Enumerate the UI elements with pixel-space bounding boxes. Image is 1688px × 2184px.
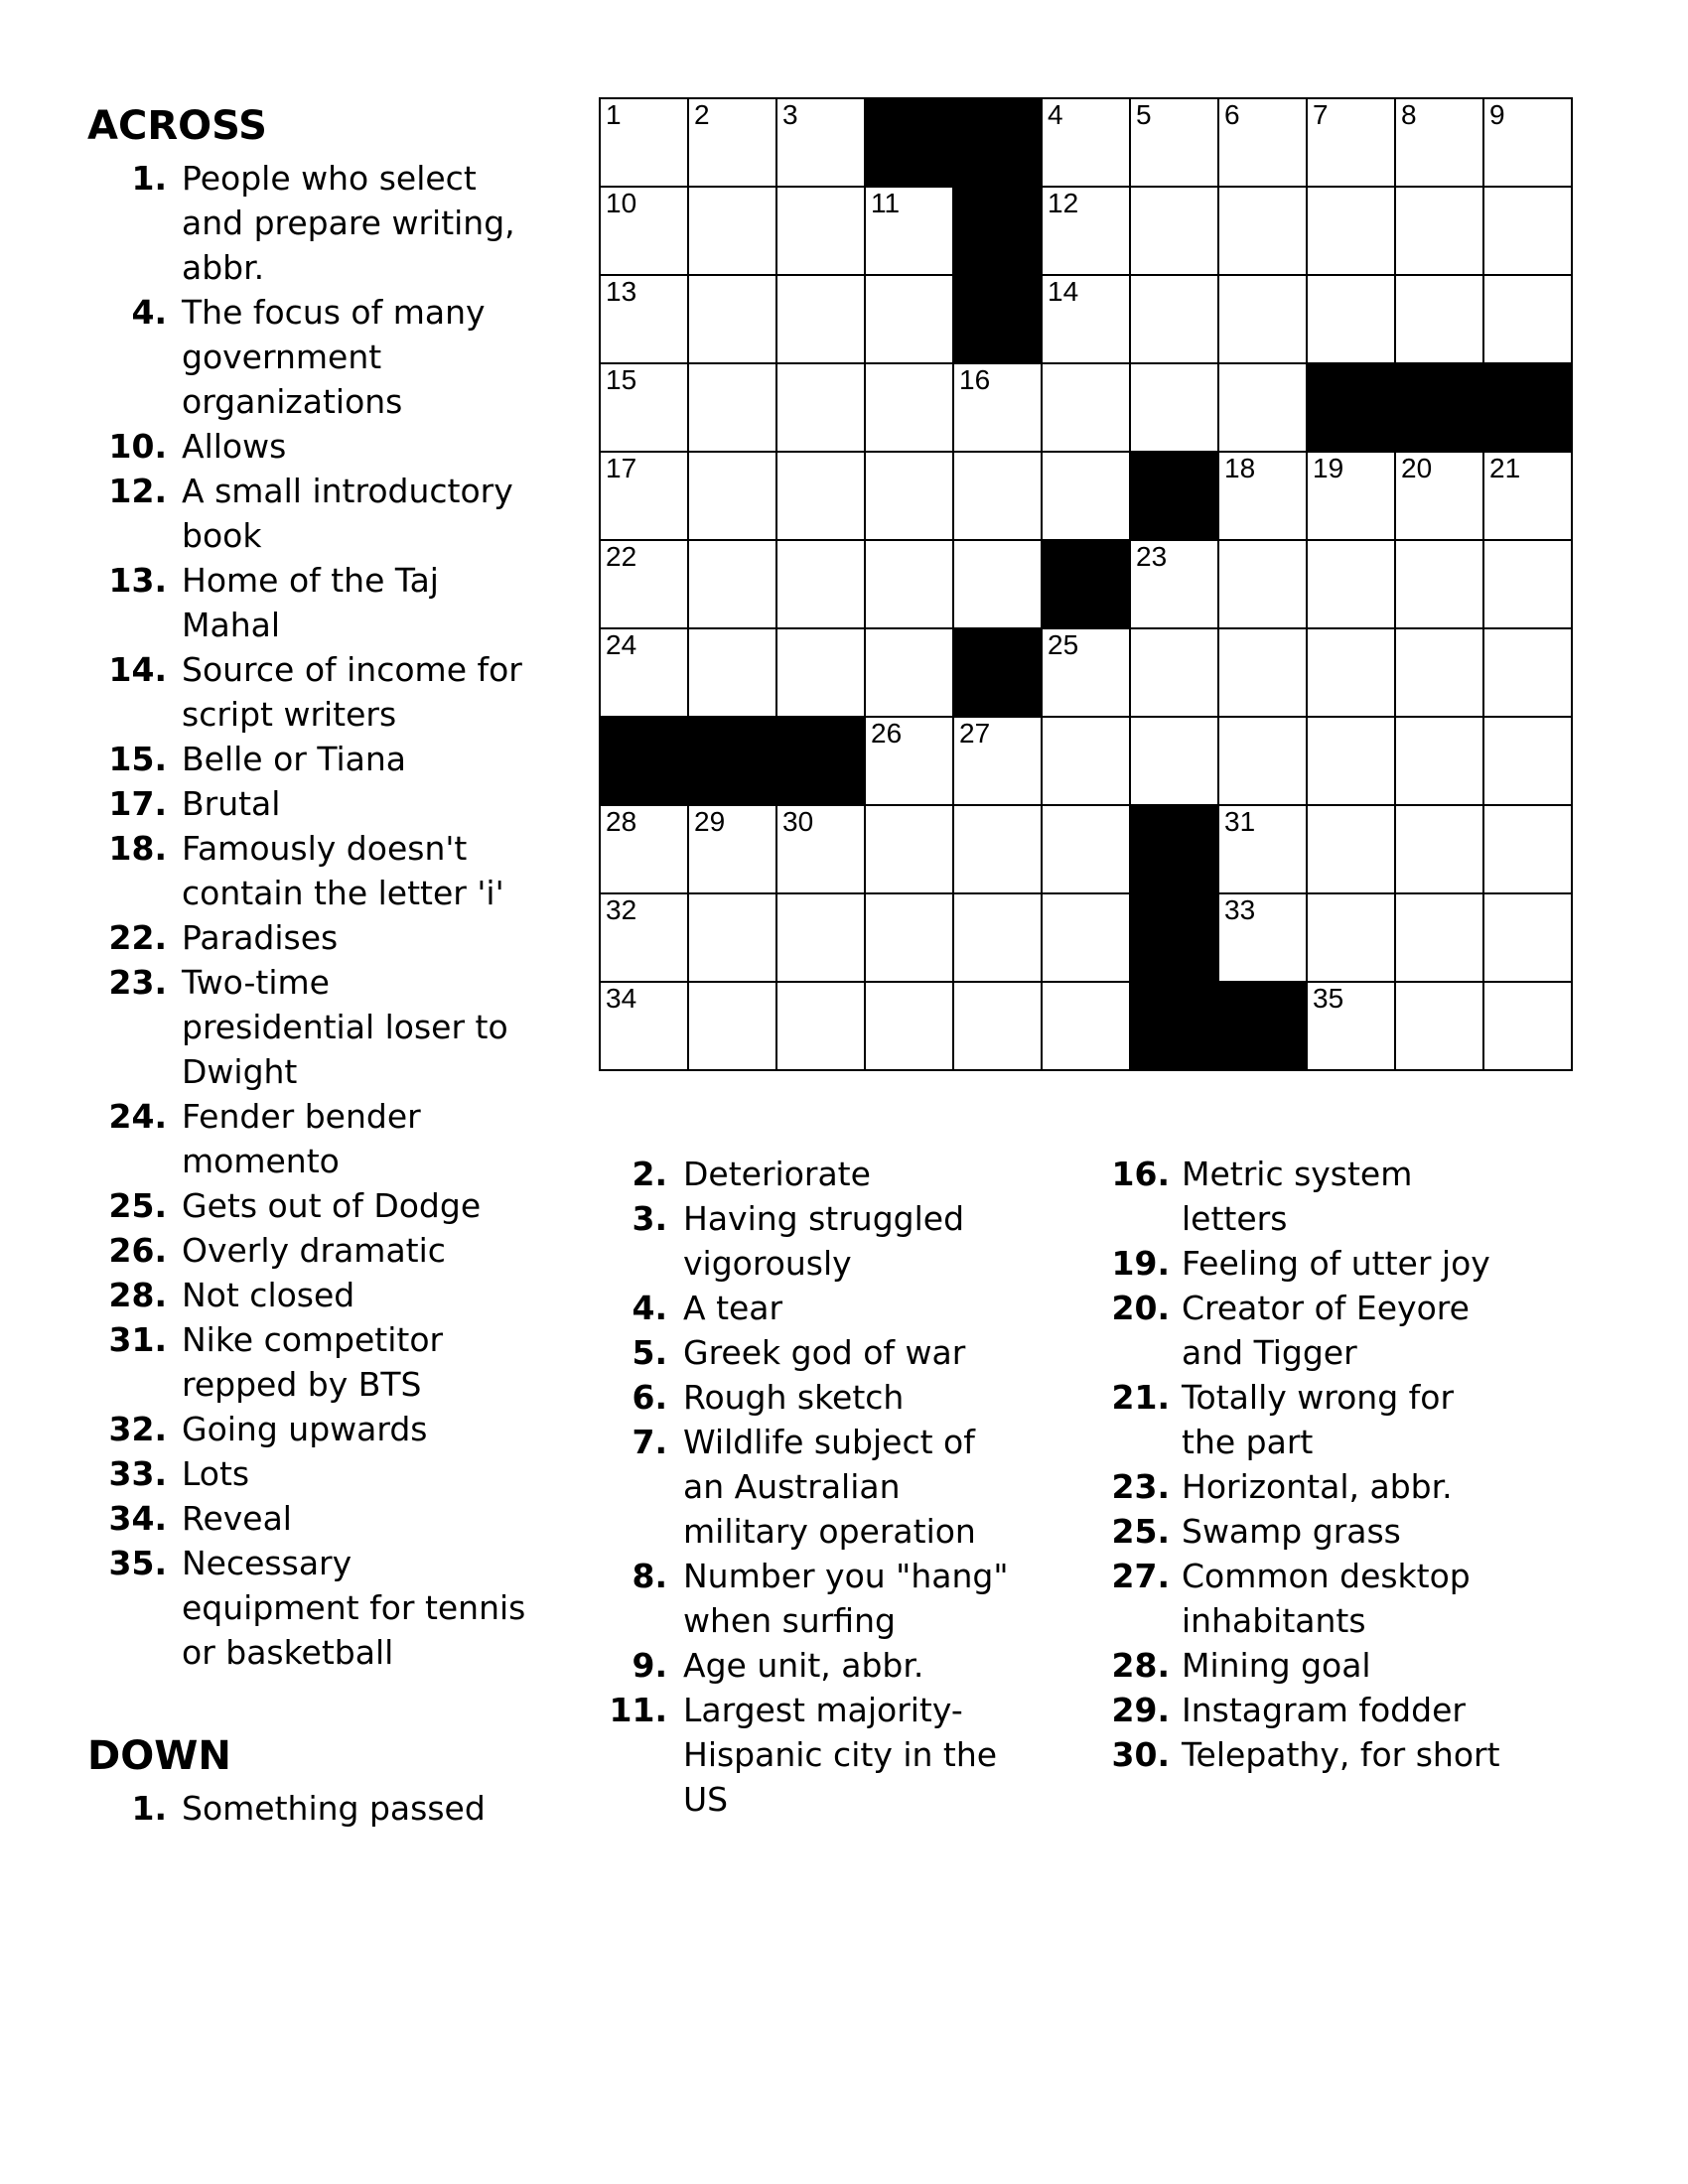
grid-cell[interactable]	[688, 98, 776, 187]
clue-text: Totally wrong for the part	[1182, 1378, 1455, 1461]
down-clue-list-left	[87, 1786, 534, 1831]
grid-cell[interactable]	[688, 540, 776, 628]
clue-text: Age unit, abbr.	[683, 1646, 924, 1685]
grid-cell[interactable]	[1307, 717, 1395, 805]
cell-number: 5	[1136, 99, 1152, 130]
grid-cell[interactable]	[776, 98, 865, 187]
grid-cell[interactable]	[1483, 717, 1572, 805]
cell-number: 18	[1224, 453, 1256, 483]
cell-number: 8	[1401, 99, 1417, 130]
clue-item	[596, 1375, 1023, 1420]
clue-text: Wildlife subject of an Australian military operation	[683, 1423, 976, 1551]
grid-cell-black	[953, 628, 1042, 717]
grid-cell[interactable]	[865, 187, 953, 275]
grid-cell[interactable]	[865, 452, 953, 540]
clue-text: Lots	[182, 1454, 250, 1493]
cell-number: 22	[606, 541, 637, 572]
grid-cell[interactable]	[865, 628, 953, 717]
grid-cell[interactable]	[1483, 187, 1572, 275]
cell-number: 29	[694, 806, 726, 837]
clue-number: 23.	[108, 963, 167, 1002]
grid-cell[interactable]	[1307, 982, 1395, 1070]
grid-cell[interactable]	[776, 363, 865, 452]
crossword-grid	[599, 97, 1573, 1071]
grid-cell[interactable]	[1130, 275, 1218, 363]
clue-text: Belle or Tiana	[182, 740, 406, 778]
grid-cell[interactable]	[1130, 98, 1218, 187]
clue-number: 23.	[1111, 1467, 1170, 1506]
clue-text: Instagram fodder	[1182, 1691, 1466, 1729]
clue-text: Something passed	[182, 1789, 486, 1828]
grid-cell[interactable]	[865, 540, 953, 628]
grid-cell[interactable]	[953, 363, 1042, 452]
grid-cell[interactable]	[1042, 893, 1130, 982]
clue-item	[596, 1420, 1023, 1554]
clue-text: Brutal	[182, 784, 281, 823]
clue-item	[87, 469, 534, 558]
grid-cell-black	[953, 275, 1042, 363]
grid-cell-black	[1130, 982, 1218, 1070]
grid-cell[interactable]	[600, 275, 688, 363]
grid-cell-black	[1307, 363, 1395, 452]
grid-cell-black	[953, 187, 1042, 275]
clue-text: Nike competitor repped by BTS	[182, 1320, 444, 1404]
clue-text: People who select and prepare writing, abbr.	[182, 159, 515, 287]
cell-number: 13	[606, 276, 637, 307]
clue-text: Allows	[182, 427, 287, 466]
clue-item	[87, 781, 534, 826]
clue-number: 32.	[108, 1410, 167, 1448]
clue-item	[87, 1786, 534, 1831]
clue-number: 34.	[108, 1499, 167, 1538]
grid-cell[interactable]	[600, 540, 688, 628]
grid-cell[interactable]	[1218, 452, 1307, 540]
clue-number: 11.	[609, 1691, 667, 1729]
down-clue-list-middle	[596, 1152, 1023, 1822]
grid-cell[interactable]	[1042, 628, 1130, 717]
clue-number: 21.	[1111, 1378, 1170, 1417]
clue-number: 2.	[632, 1155, 667, 1193]
clue-text: Overly dramatic	[182, 1231, 446, 1270]
clue-text: Swamp grass	[1182, 1512, 1401, 1551]
cell-number: 21	[1489, 453, 1521, 483]
grid-cell[interactable]	[776, 982, 865, 1070]
clue-text: A small introductory book	[182, 472, 513, 555]
grid-cell[interactable]	[1130, 717, 1218, 805]
grid-cell[interactable]	[1307, 98, 1395, 187]
grid-cell[interactable]	[1042, 805, 1130, 893]
cell-number: 20	[1401, 453, 1433, 483]
cell-number: 28	[606, 806, 637, 837]
clue-item	[87, 1094, 534, 1183]
grid-cell[interactable]	[1483, 275, 1572, 363]
grid-cell[interactable]	[865, 717, 953, 805]
grid-cell[interactable]	[600, 893, 688, 982]
grid-cell[interactable]	[688, 452, 776, 540]
clue-text: Reveal	[182, 1499, 292, 1538]
grid-cell[interactable]	[1218, 893, 1307, 982]
clue-number: 3.	[632, 1199, 667, 1238]
clue-item	[87, 1228, 534, 1273]
grid-cell[interactable]	[1395, 893, 1483, 982]
cell-number: 11	[871, 188, 901, 218]
clue-item	[596, 1643, 1023, 1688]
clue-text: Famously doesn't contain the letter 'i'	[182, 829, 504, 912]
grid-cell-black	[1130, 805, 1218, 893]
clue-text: Rough sketch	[683, 1378, 905, 1417]
clue-text: Going upwards	[182, 1410, 428, 1448]
clue-number: 10.	[108, 427, 167, 466]
clue-item	[87, 960, 534, 1094]
grid-cell[interactable]	[1483, 805, 1572, 893]
clue-item	[87, 1496, 534, 1541]
clue-text: Creator of Eeyore and Tigger	[1182, 1289, 1470, 1372]
grid-cell[interactable]	[865, 805, 953, 893]
grid-cell[interactable]	[1218, 805, 1307, 893]
clue-item	[596, 1554, 1023, 1643]
clue-number: 16.	[1111, 1155, 1170, 1193]
clue-text: Telepathy, for short	[1182, 1735, 1500, 1774]
grid-cell[interactable]	[1042, 982, 1130, 1070]
grid-cell[interactable]	[1218, 275, 1307, 363]
grid-cell[interactable]	[953, 805, 1042, 893]
grid-cell[interactable]	[1395, 187, 1483, 275]
grid-cell[interactable]	[953, 540, 1042, 628]
grid-cell[interactable]	[1042, 275, 1130, 363]
clue-item	[87, 1183, 534, 1228]
clue-text: Two-time presidential loser to Dwight	[182, 963, 508, 1091]
clue-number: 28.	[108, 1276, 167, 1314]
cell-number: 35	[1313, 983, 1344, 1014]
clue-text: Gets out of Dodge	[182, 1186, 482, 1225]
grid-cell[interactable]	[688, 628, 776, 717]
across-heading: ACROSS	[87, 103, 267, 149]
clue-number: 33.	[108, 1454, 167, 1493]
clue-item	[87, 290, 534, 424]
grid-cell[interactable]	[865, 893, 953, 982]
grid-cell[interactable]	[1042, 717, 1130, 805]
grid-cell[interactable]	[953, 893, 1042, 982]
grid-cell[interactable]	[1307, 540, 1395, 628]
grid-cell[interactable]	[600, 98, 688, 187]
cell-number: 15	[606, 364, 637, 395]
grid-cell[interactable]	[1042, 98, 1130, 187]
clue-text: A tear	[683, 1289, 783, 1327]
grid-cell[interactable]	[1218, 540, 1307, 628]
grid-cell[interactable]	[1395, 717, 1483, 805]
clue-number: 29.	[1111, 1691, 1170, 1729]
grid-cell[interactable]	[776, 893, 865, 982]
clue-number: 19.	[1111, 1244, 1170, 1283]
cell-number: 24	[606, 629, 637, 660]
cell-number: 7	[1313, 99, 1329, 130]
grid-cell[interactable]	[1218, 628, 1307, 717]
clue-text: Greek god of war	[683, 1333, 966, 1372]
clue-item	[87, 424, 534, 469]
clue-number: 8.	[632, 1557, 667, 1595]
grid-cell[interactable]	[1395, 540, 1483, 628]
across-section	[87, 102, 534, 1831]
clue-number: 18.	[108, 829, 167, 868]
clue-item	[1085, 1375, 1522, 1464]
grid-cell[interactable]	[865, 275, 953, 363]
grid-cell[interactable]	[1395, 982, 1483, 1070]
clue-number: 26.	[108, 1231, 167, 1270]
clue-item	[87, 558, 534, 647]
cell-number: 4	[1048, 99, 1063, 130]
grid-cell[interactable]	[1218, 187, 1307, 275]
grid-cell[interactable]	[600, 805, 688, 893]
clue-number: 7.	[632, 1423, 667, 1461]
clue-item	[596, 1196, 1023, 1286]
grid-cell[interactable]	[953, 982, 1042, 1070]
clue-text: Not closed	[182, 1276, 355, 1314]
grid-cell[interactable]	[776, 805, 865, 893]
cell-number: 6	[1224, 99, 1240, 130]
grid-cell[interactable]	[1395, 98, 1483, 187]
cell-number: 23	[1136, 541, 1168, 572]
clue-number: 4.	[131, 293, 167, 332]
cell-number: 26	[871, 718, 903, 749]
cell-number: 9	[1489, 99, 1505, 130]
grid-cell[interactable]	[1042, 452, 1130, 540]
clue-item	[1085, 1464, 1522, 1509]
cell-number: 2	[694, 99, 710, 130]
cell-number: 32	[606, 894, 637, 925]
clue-number: 4.	[632, 1289, 667, 1327]
grid-cell[interactable]	[1130, 540, 1218, 628]
cell-number: 16	[959, 364, 991, 395]
grid-cell-black	[1042, 540, 1130, 628]
clue-number: 1.	[131, 1789, 167, 1828]
grid-cell[interactable]	[1395, 452, 1483, 540]
grid-cell[interactable]	[1483, 98, 1572, 187]
grid-cell[interactable]	[1483, 628, 1572, 717]
grid-cell[interactable]	[600, 187, 688, 275]
clue-text: Largest majority-Hispanic city in the US	[683, 1691, 998, 1819]
clue-item	[1085, 1732, 1522, 1777]
grid-cell-black	[1483, 363, 1572, 452]
cell-number: 12	[1048, 188, 1079, 218]
clue-item	[1085, 1688, 1522, 1732]
clue-item	[87, 1407, 534, 1451]
grid-cell[interactable]	[865, 363, 953, 452]
grid-cell[interactable]	[1218, 717, 1307, 805]
clue-item	[87, 1273, 534, 1317]
grid-cell[interactable]	[688, 805, 776, 893]
grid-cell-black	[1130, 893, 1218, 982]
clue-text: Necessary equipment for tennis or basketball	[182, 1544, 526, 1672]
down-heading: DOWN	[87, 1733, 231, 1779]
clue-item	[1085, 1241, 1522, 1286]
grid-cell[interactable]	[1483, 452, 1572, 540]
clue-number: 9.	[632, 1646, 667, 1685]
grid-cell[interactable]	[1483, 540, 1572, 628]
clue-item	[87, 737, 534, 781]
clue-text: Number you "hang" when surfing	[683, 1557, 1009, 1640]
clue-text: Paradises	[182, 918, 339, 957]
clue-item	[87, 826, 534, 915]
grid-cell-black	[600, 717, 688, 805]
clue-number: 35.	[108, 1544, 167, 1582]
grid-cell[interactable]	[1395, 805, 1483, 893]
grid-cell[interactable]	[1130, 363, 1218, 452]
cell-number: 33	[1224, 894, 1256, 925]
clue-number: 25.	[108, 1186, 167, 1225]
grid-cell[interactable]	[1130, 628, 1218, 717]
clue-number: 30.	[1111, 1735, 1170, 1774]
clue-item	[87, 915, 534, 960]
clue-text: Feeling of utter joy	[1182, 1244, 1490, 1283]
grid-cell-black	[1130, 452, 1218, 540]
cell-number: 19	[1313, 453, 1344, 483]
clue-number: 24.	[108, 1097, 167, 1136]
grid-cell[interactable]	[688, 363, 776, 452]
clue-item	[87, 647, 534, 737]
clue-item	[596, 1330, 1023, 1375]
grid-cell[interactable]	[1042, 363, 1130, 452]
clue-text: Deteriorate	[683, 1155, 871, 1193]
grid-cell[interactable]	[1042, 187, 1130, 275]
grid-cell[interactable]	[600, 363, 688, 452]
grid-cell[interactable]	[1307, 628, 1395, 717]
grid-cell[interactable]	[688, 275, 776, 363]
cell-number: 31	[1224, 806, 1256, 837]
across-clue-list	[87, 156, 534, 1675]
clue-number: 28.	[1111, 1646, 1170, 1685]
clue-item	[596, 1152, 1023, 1196]
clue-item	[1085, 1643, 1522, 1688]
cell-number: 25	[1048, 629, 1079, 660]
clue-number: 15.	[108, 740, 167, 778]
grid-cell[interactable]	[776, 540, 865, 628]
clue-text: Home of the Taj Mahal	[182, 561, 439, 644]
clue-text: Source of income for script writers	[182, 650, 522, 734]
grid-cell[interactable]	[1395, 628, 1483, 717]
grid-cell[interactable]	[600, 628, 688, 717]
grid-cell[interactable]	[776, 628, 865, 717]
clue-item	[87, 1317, 534, 1407]
clue-number: 13.	[108, 561, 167, 600]
grid-cell[interactable]	[953, 452, 1042, 540]
grid-cell[interactable]	[953, 717, 1042, 805]
grid-cell[interactable]	[1307, 893, 1395, 982]
clue-item	[1085, 1286, 1522, 1375]
clue-number: 17.	[108, 784, 167, 823]
cell-number: 17	[606, 453, 637, 483]
grid-cell[interactable]	[776, 452, 865, 540]
cell-number: 10	[606, 188, 637, 218]
clue-item	[87, 156, 534, 290]
grid-cell[interactable]	[1307, 275, 1395, 363]
grid-cell[interactable]	[688, 187, 776, 275]
grid-cell[interactable]	[1218, 98, 1307, 187]
clue-item	[1085, 1152, 1522, 1241]
grid-cell[interactable]	[865, 982, 953, 1070]
grid-cell-black	[1218, 982, 1307, 1070]
cell-number: 27	[959, 718, 991, 749]
grid-cell[interactable]	[776, 187, 865, 275]
clue-text: Mining goal	[1182, 1646, 1371, 1685]
clue-text: Fender bender momento	[182, 1097, 421, 1180]
clue-number: 14.	[108, 650, 167, 689]
clue-number: 6.	[632, 1378, 667, 1417]
clue-number: 31.	[108, 1320, 167, 1359]
grid-cell[interactable]	[1218, 363, 1307, 452]
clue-number: 22.	[108, 918, 167, 957]
grid-cell[interactable]	[1307, 187, 1395, 275]
grid-cell-black	[865, 98, 953, 187]
cell-number: 1	[606, 99, 622, 130]
cell-number: 34	[606, 983, 637, 1014]
clue-number: 5.	[632, 1333, 667, 1372]
grid-cell[interactable]	[1307, 805, 1395, 893]
grid-cell[interactable]	[1395, 275, 1483, 363]
clue-text: Metric system letters	[1182, 1155, 1413, 1238]
cell-number: 14	[1048, 276, 1079, 307]
clue-number: 25.	[1111, 1512, 1170, 1551]
grid-cell[interactable]	[776, 275, 865, 363]
clue-item	[596, 1688, 1023, 1822]
clue-text: Horizontal, abbr.	[1182, 1467, 1453, 1506]
grid-cell[interactable]	[1483, 893, 1572, 982]
clue-number: 1.	[131, 159, 167, 198]
grid-cell-black	[953, 98, 1042, 187]
grid-cell-black	[776, 717, 865, 805]
grid-cell[interactable]	[688, 893, 776, 982]
grid-cell[interactable]	[600, 982, 688, 1070]
clue-number: 12.	[108, 472, 167, 510]
clue-item	[87, 1451, 534, 1496]
grid-cell[interactable]	[1483, 982, 1572, 1070]
clue-text: Common desktop inhabitants	[1182, 1557, 1471, 1640]
clue-text: Having struggled vigorously	[683, 1199, 965, 1283]
grid-cell[interactable]	[1307, 452, 1395, 540]
clue-item	[1085, 1554, 1522, 1643]
grid-cell[interactable]	[600, 452, 688, 540]
clue-number: 20.	[1111, 1289, 1170, 1327]
cell-number: 30	[782, 806, 814, 837]
grid-cell-black	[688, 717, 776, 805]
clue-text: The focus of many government organizations	[182, 293, 486, 421]
clue-number: 27.	[1111, 1557, 1170, 1595]
grid-cell[interactable]	[688, 982, 776, 1070]
grid-cell-black	[1395, 363, 1483, 452]
clue-item	[596, 1286, 1023, 1330]
clue-item	[87, 1541, 534, 1675]
cell-number: 3	[782, 99, 798, 130]
grid-cell[interactable]	[1130, 187, 1218, 275]
clue-item	[1085, 1509, 1522, 1554]
down-clue-list-right	[1085, 1152, 1522, 1777]
